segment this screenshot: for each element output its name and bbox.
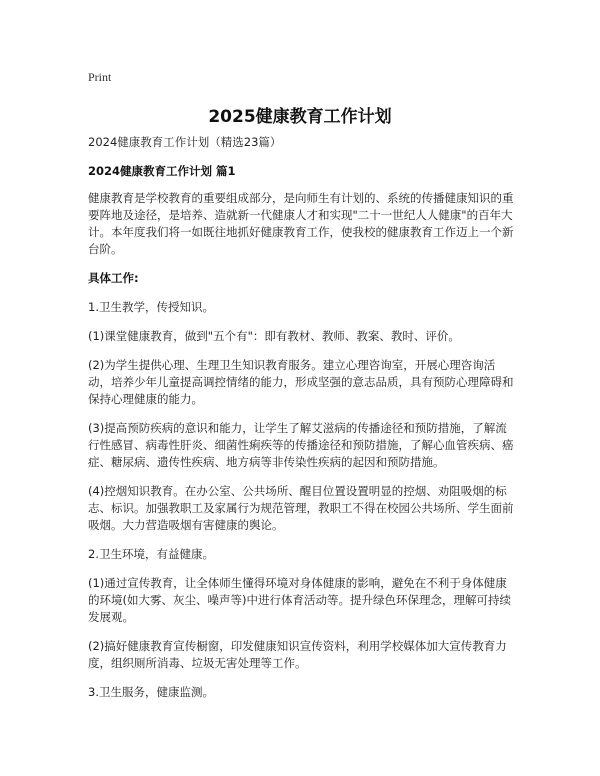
list-item: 3.卫生服务，健康监测。 (88, 685, 214, 699)
list-item: 1.卫生教学，传授知识。 (88, 300, 214, 314)
list-item: 2.卫生环境，有益健康。 (88, 547, 214, 561)
list-item: (1)通过宣传教育，让全体师生懂得环境对身体健康的影响，避免在不利于身体健康的环境(如大雾、灰尘、噪声等)中进行体育活动等。提升绿色环保理念，理解可持续发展观。 (88, 576, 511, 624)
list-item: (2)搞好健康教育宣传橱窗，印发健康知识宣传资料，利用学校媒体加大宣传教育力度，组织厕所消毒、垃圾无害处理等工作。 (88, 639, 507, 670)
document-subtitle: 2024健康教育工作计划（精选23篇） (88, 135, 282, 149)
list-item: (3)提高预防疾病的意识和能力，让学生了解艾滋病的传播途径和预防措施，了解流行性感冒、病毒性肝炎、细菌性痢疾等的传播途径和预防措施，了解心血管疾病、癌症、糖尿病、遗传性疾病、地方病等非传染性疾病的起因和预防措施。 (88, 421, 514, 469)
list-item: (4)控烟知识教育。在办公室、公共场所、醒目位置设置明显的控烟、劝阻吸烟的标志、标识。加强教职工及家属行为规范管理，教职工不得在校园公共场所、学生面前吸烟。大力营造吸烟有害健康的舆论。 (88, 484, 514, 532)
print-label: Print (88, 70, 112, 84)
list-item: (2)为学生提供心理、生理卫生知识教育服务。建立心理咨询室，开展心理咨询活动，培养少年儿童提高调控情绪的能力，形成坚强的意志品质，具有预防心理障碍和保持心理健康的能力。 (88, 358, 514, 406)
intro-paragraph: 健康教育是学校教育的重要组成部分，是向师生有计划的、系统的传播健康知识的重要阵地及途径，是培养、造就新一代健康人才和实现"二十一世纪人人健康"的百年大计。本年度我们将一如既往地抓好健康教育工作，使我校的健康教育工作迈上一个新台阶。 (88, 191, 514, 256)
list-item: (1)课堂健康教育，做到"五个有"：即有教材、教师、教案、教时、评价。 (88, 329, 460, 343)
document-body (88, 134, 518, 713)
section-title: 2024健康教育工作计划 篇1 (88, 164, 236, 178)
work-heading: 具体工作: (88, 271, 139, 285)
page-title: 2025健康教育工作计划 (208, 107, 392, 127)
